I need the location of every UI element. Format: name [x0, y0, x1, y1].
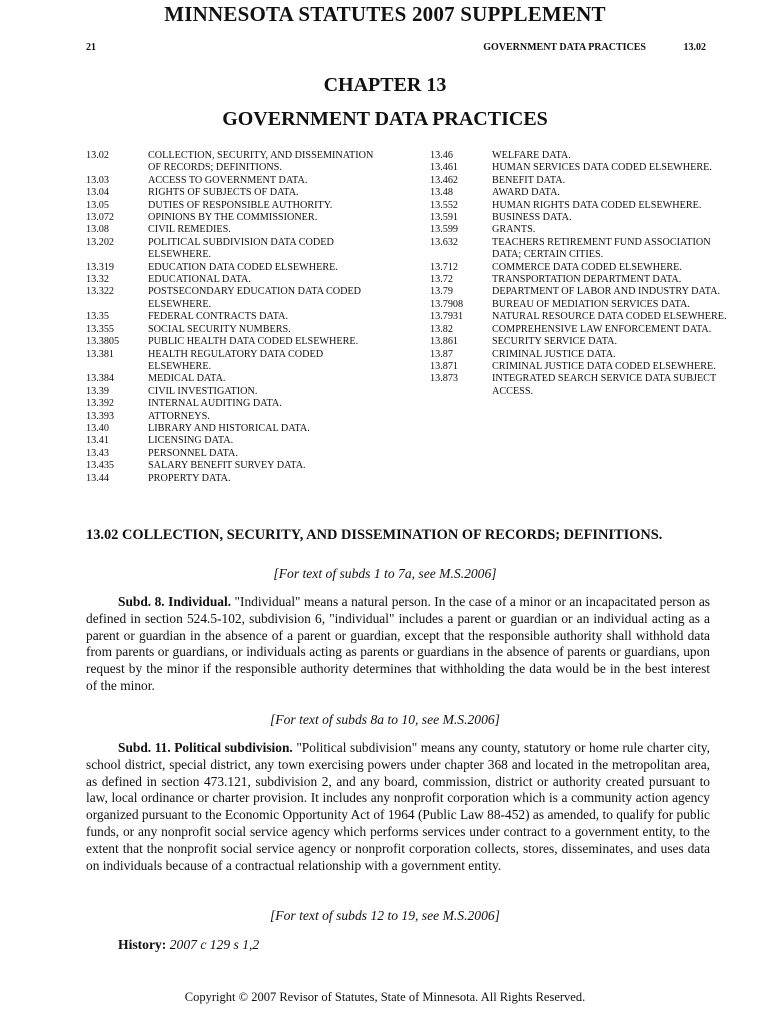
toc-entry: [430, 349, 730, 361]
toc-section-number: 13.871: [430, 360, 459, 372]
toc-section-title: HUMAN SERVICES DATA CODED ELSEWHERE.: [492, 162, 712, 174]
omitted-text-note: [For text of subds 8a to 10, see M.S.2006]: [270, 712, 500, 727]
toc-entry: [86, 237, 386, 262]
toc-entry: [86, 187, 386, 199]
toc-section-number: 13.873: [430, 373, 459, 385]
toc-section-title: DEPARTMENT OF LABOR AND INDUSTRY DATA.: [492, 286, 720, 298]
toc-entry: [86, 224, 386, 236]
toc-section-number: 13.7908: [430, 298, 464, 310]
toc-entry: [430, 212, 730, 224]
toc-section-number: 13.461: [430, 162, 459, 174]
toc-section-number: 13.04: [86, 187, 109, 199]
toc-section-title: AWARD DATA.: [492, 187, 560, 199]
toc-entry: [430, 286, 730, 298]
toc-entry: [86, 448, 386, 460]
toc-section-title: NATURAL RESOURCE DATA CODED ELSEWHERE.: [492, 311, 727, 323]
toc-section-title: BENEFIT DATA.: [492, 174, 566, 186]
toc-entry: [430, 324, 730, 336]
history-text: 2007 c 129 s 1,2: [169, 937, 260, 952]
toc-section-title: ACCESS TO GOVERNMENT DATA.: [148, 174, 308, 186]
toc-section-number: 13.82: [430, 323, 453, 335]
toc-section-number: 13.381: [86, 348, 115, 360]
toc-section-number: 13.632: [430, 236, 459, 248]
toc-section-title: ATTORNEYS.: [148, 410, 210, 422]
toc-section-title: RIGHTS OF SUBJECTS OF DATA.: [148, 187, 299, 199]
toc-section-number: 13.48: [430, 187, 453, 199]
toc-section-title: COMMERCE DATA CODED ELSEWHERE.: [492, 261, 682, 273]
toc-entry: [86, 435, 386, 447]
toc-section-number: 13.591: [430, 212, 459, 224]
toc-entry: [430, 200, 730, 212]
subd-8-paragraph: [86, 594, 710, 695]
toc-entry: [86, 398, 386, 410]
toc-section-number: 13.3805: [86, 336, 120, 348]
toc-entry: [86, 286, 386, 311]
toc-section-number: 13.393: [86, 410, 115, 422]
toc-section-number: 13.39: [86, 385, 109, 397]
toc-section-title: POLITICAL SUBDIVISION DATA CODED ELSEWHERE.: [148, 236, 334, 261]
toc-section-title: FEDERAL CONTRACTS DATA.: [148, 311, 289, 323]
history-label: History:: [118, 937, 167, 952]
toc-entry: [86, 423, 386, 435]
toc-section-number: 13.355: [86, 323, 115, 335]
toc-section-title: TEACHERS RETIREMENT FUND ASSOCIATION DATA; CERTAIN CITIES.: [492, 236, 711, 261]
toc-section-title: HEALTH REGULATORY DATA CODED ELSEWHERE.: [148, 348, 324, 372]
toc-section-number: 13.43: [86, 447, 109, 459]
subd-11-paragraph: [86, 740, 710, 874]
toc-section-number: 13.861: [430, 336, 459, 348]
toc-section-title: INTEGRATED SEARCH SERVICE DATA SUBJECT ACCESS.: [492, 373, 717, 397]
toc-entry: [86, 460, 386, 472]
toc-section-number: 13.599: [430, 224, 459, 236]
section-heading: 13.02 COLLECTION, SECURITY, AND DISSEMINATION OF RECORDS; DEFINITIONS.: [86, 527, 663, 543]
subd-11-label: Subd. 11. Political subdivision.: [118, 740, 293, 755]
running-title: GOVERNMENT DATA PRACTICES: [483, 42, 646, 53]
toc-right-column: [430, 150, 730, 398]
toc-entry: [430, 187, 730, 199]
toc-entry: [430, 224, 730, 236]
toc-section-title: COLLECTION, SECURITY, AND DISSEMINATION OF RECORDS; DEFINITIONS.: [148, 150, 374, 174]
toc-section-number: 13.435: [86, 460, 115, 472]
toc-section-title: PERSONNEL DATA.: [148, 447, 238, 459]
copyright-footer: Copyright © 2007 Revisor of Statutes, State of Minnesota. All Rights Reserved.: [184, 990, 586, 1004]
toc-section-title: LIBRARY AND HISTORICAL DATA.: [148, 422, 310, 434]
toc-left-column: [86, 150, 386, 485]
toc-section-title: CRIMINAL JUSTICE DATA CODED ELSEWHERE.: [492, 360, 716, 372]
toc-section-title: SECURITY SERVICE DATA.: [492, 336, 618, 348]
toc-section-number: 13.202: [86, 236, 115, 248]
toc-section-title: CIVIL REMEDIES.: [148, 224, 231, 236]
toc-section-title: CIVIL INVESTIGATION.: [148, 385, 258, 397]
toc-section-number: 13.87: [430, 348, 453, 360]
subd-8-label: Subd. 8. Individual.: [118, 594, 232, 609]
toc-entry: [430, 336, 730, 348]
toc-section-title: BUSINESS DATA.: [492, 212, 572, 224]
toc-section-title: MEDICAL DATA.: [148, 373, 226, 385]
toc-section-number: 13.322: [86, 286, 115, 298]
toc-section-title: HUMAN RIGHTS DATA CODED ELSEWHERE.: [492, 199, 702, 211]
omitted-text-note: [For text of subds 12 to 19, see M.S.2006]: [270, 908, 500, 923]
toc-entry: [86, 262, 386, 274]
toc-section-title: PUBLIC HEALTH DATA CODED ELSEWHERE.: [148, 336, 359, 348]
toc-section-title: EDUCATION DATA CODED ELSEWHERE.: [148, 261, 338, 273]
omitted-text-note: [For text of subds 1 to 7a, see M.S.2006]: [273, 566, 497, 581]
toc-section-title: BUREAU OF MEDIATION SERVICES DATA.: [492, 298, 690, 310]
toc-section-title: POSTSECONDARY EDUCATION DATA CODED ELSEWHERE.: [148, 286, 362, 310]
toc-entry: [86, 212, 386, 224]
toc-entry: [86, 274, 386, 286]
toc-entry: [430, 262, 730, 274]
toc-section-title: TRANSPORTATION DEPARTMENT DATA.: [492, 274, 682, 286]
toc-section-number: 13.384: [86, 373, 115, 385]
toc-section-title: CRIMINAL JUSTICE DATA.: [492, 348, 616, 360]
toc-section-title: WELFARE DATA.: [492, 150, 571, 161]
toc-entry: [430, 274, 730, 286]
chapter-title: GOVERNMENT DATA PRACTICES: [222, 108, 548, 130]
running-section: 13.02: [683, 42, 706, 53]
toc-section-number: 13.7931: [430, 311, 464, 323]
toc-section-title: DUTIES OF RESPONSIBLE AUTHORITY.: [148, 199, 333, 211]
toc-section-title: OPINIONS BY THE COMMISSIONER.: [148, 212, 318, 224]
toc-section-number: 13.072: [86, 212, 115, 224]
toc-entry: [86, 324, 386, 336]
toc-section-number: 13.79: [430, 286, 453, 298]
toc-entry: [86, 373, 386, 385]
toc-entry: [86, 200, 386, 212]
toc-section-title: COMPREHENSIVE LAW ENFORCEMENT DATA.: [492, 323, 712, 335]
toc-section-number: 13.32: [86, 274, 109, 286]
subd-11-text: "Political subdivision" means any county, statutory or home rule charter city, school district, special district, any town exercising powers under chapter 368 and located in the metropolitan area, as defined in section 473.121, subdivision 2, and any board, commission, district or authority created pursuant to law, local ordinance or charter provision. It includes any nonprofit corporation which is a community action agency organized pursuant to the Economic Opportunity Act of 1964 (Public Law 88-452) as amended, to qualify for public funds, or any nonprofit social service agency which performs services under contract to a government entity, to the extent that the nonprofit social service agency or nonprofit corporation collects, stores, disseminates, and uses data on individuals because of a contractual relationship with a government entity.: [86, 740, 710, 873]
toc-entry: [430, 373, 730, 398]
toc-section-number: 13.46: [430, 150, 453, 161]
toc-section-number: 13.08: [86, 224, 109, 236]
toc-section-number: 13.05: [86, 199, 109, 211]
toc-section-number: 13.462: [430, 174, 459, 186]
toc-entry: [430, 150, 730, 162]
toc-section-number: 13.35: [86, 311, 109, 323]
toc-section-number: 13.44: [86, 472, 109, 484]
toc-entry: [430, 299, 730, 311]
chapter-label: CHAPTER 13: [323, 74, 447, 96]
toc-section-title: SALARY BENEFIT SURVEY DATA.: [148, 460, 306, 472]
toc-section-number: 13.41: [86, 435, 109, 447]
toc-entry: [430, 311, 730, 323]
toc-entry: [430, 162, 730, 174]
toc-section-number: 13.03: [86, 174, 109, 186]
toc-section-number: 13.02: [86, 150, 109, 161]
toc-entry: [86, 473, 386, 485]
toc-section-title: PROPERTY DATA.: [148, 472, 231, 484]
toc-entry: [86, 311, 386, 323]
toc-entry: [86, 336, 386, 348]
toc-section-title: SOCIAL SECURITY NUMBERS.: [148, 323, 291, 335]
toc-entry: [86, 349, 386, 374]
subd-8-text: "Individual" means a natural person. In the case of a minor or an incapacitated person as defined in section 524.5-102, subdivision 6, "individual" includes a parent or guardian or an individual acting as a parent or guardian in the absence of a parent or guardian, except that the responsible authority shall withhold data from parents or guardians, or individuals acting as parents or guardians in the absence of parents or guardians, upon request by the minor if the responsible authority determines that withholding the data would be in the best interest of the minor.: [86, 594, 710, 693]
document-title: MINNESOTA STATUTES 2007 SUPPLEMENT: [164, 2, 606, 26]
toc-section-number: 13.552: [430, 199, 459, 211]
toc-section-number: 13.392: [86, 398, 115, 410]
toc-section-title: GRANTS.: [492, 224, 536, 236]
toc-entry: [86, 150, 386, 175]
toc-section-number: 13.72: [430, 274, 453, 286]
toc-section-title: INTERNAL AUDITING DATA.: [148, 398, 282, 410]
toc-section-title: LICENSING DATA.: [148, 435, 234, 447]
toc-entry: [430, 175, 730, 187]
toc-entry: [86, 411, 386, 423]
toc-entry: [86, 386, 386, 398]
toc-entry: [430, 361, 730, 373]
toc-section-title: EDUCATIONAL DATA.: [148, 274, 251, 286]
toc-section-number: 13.319: [86, 261, 115, 273]
toc-entry: [86, 175, 386, 187]
history-note: [118, 937, 259, 953]
toc-section-number: 13.40: [86, 422, 109, 434]
toc-section-number: 13.712: [430, 261, 459, 273]
toc-entry: [430, 237, 730, 262]
page-number: 21: [86, 42, 96, 53]
